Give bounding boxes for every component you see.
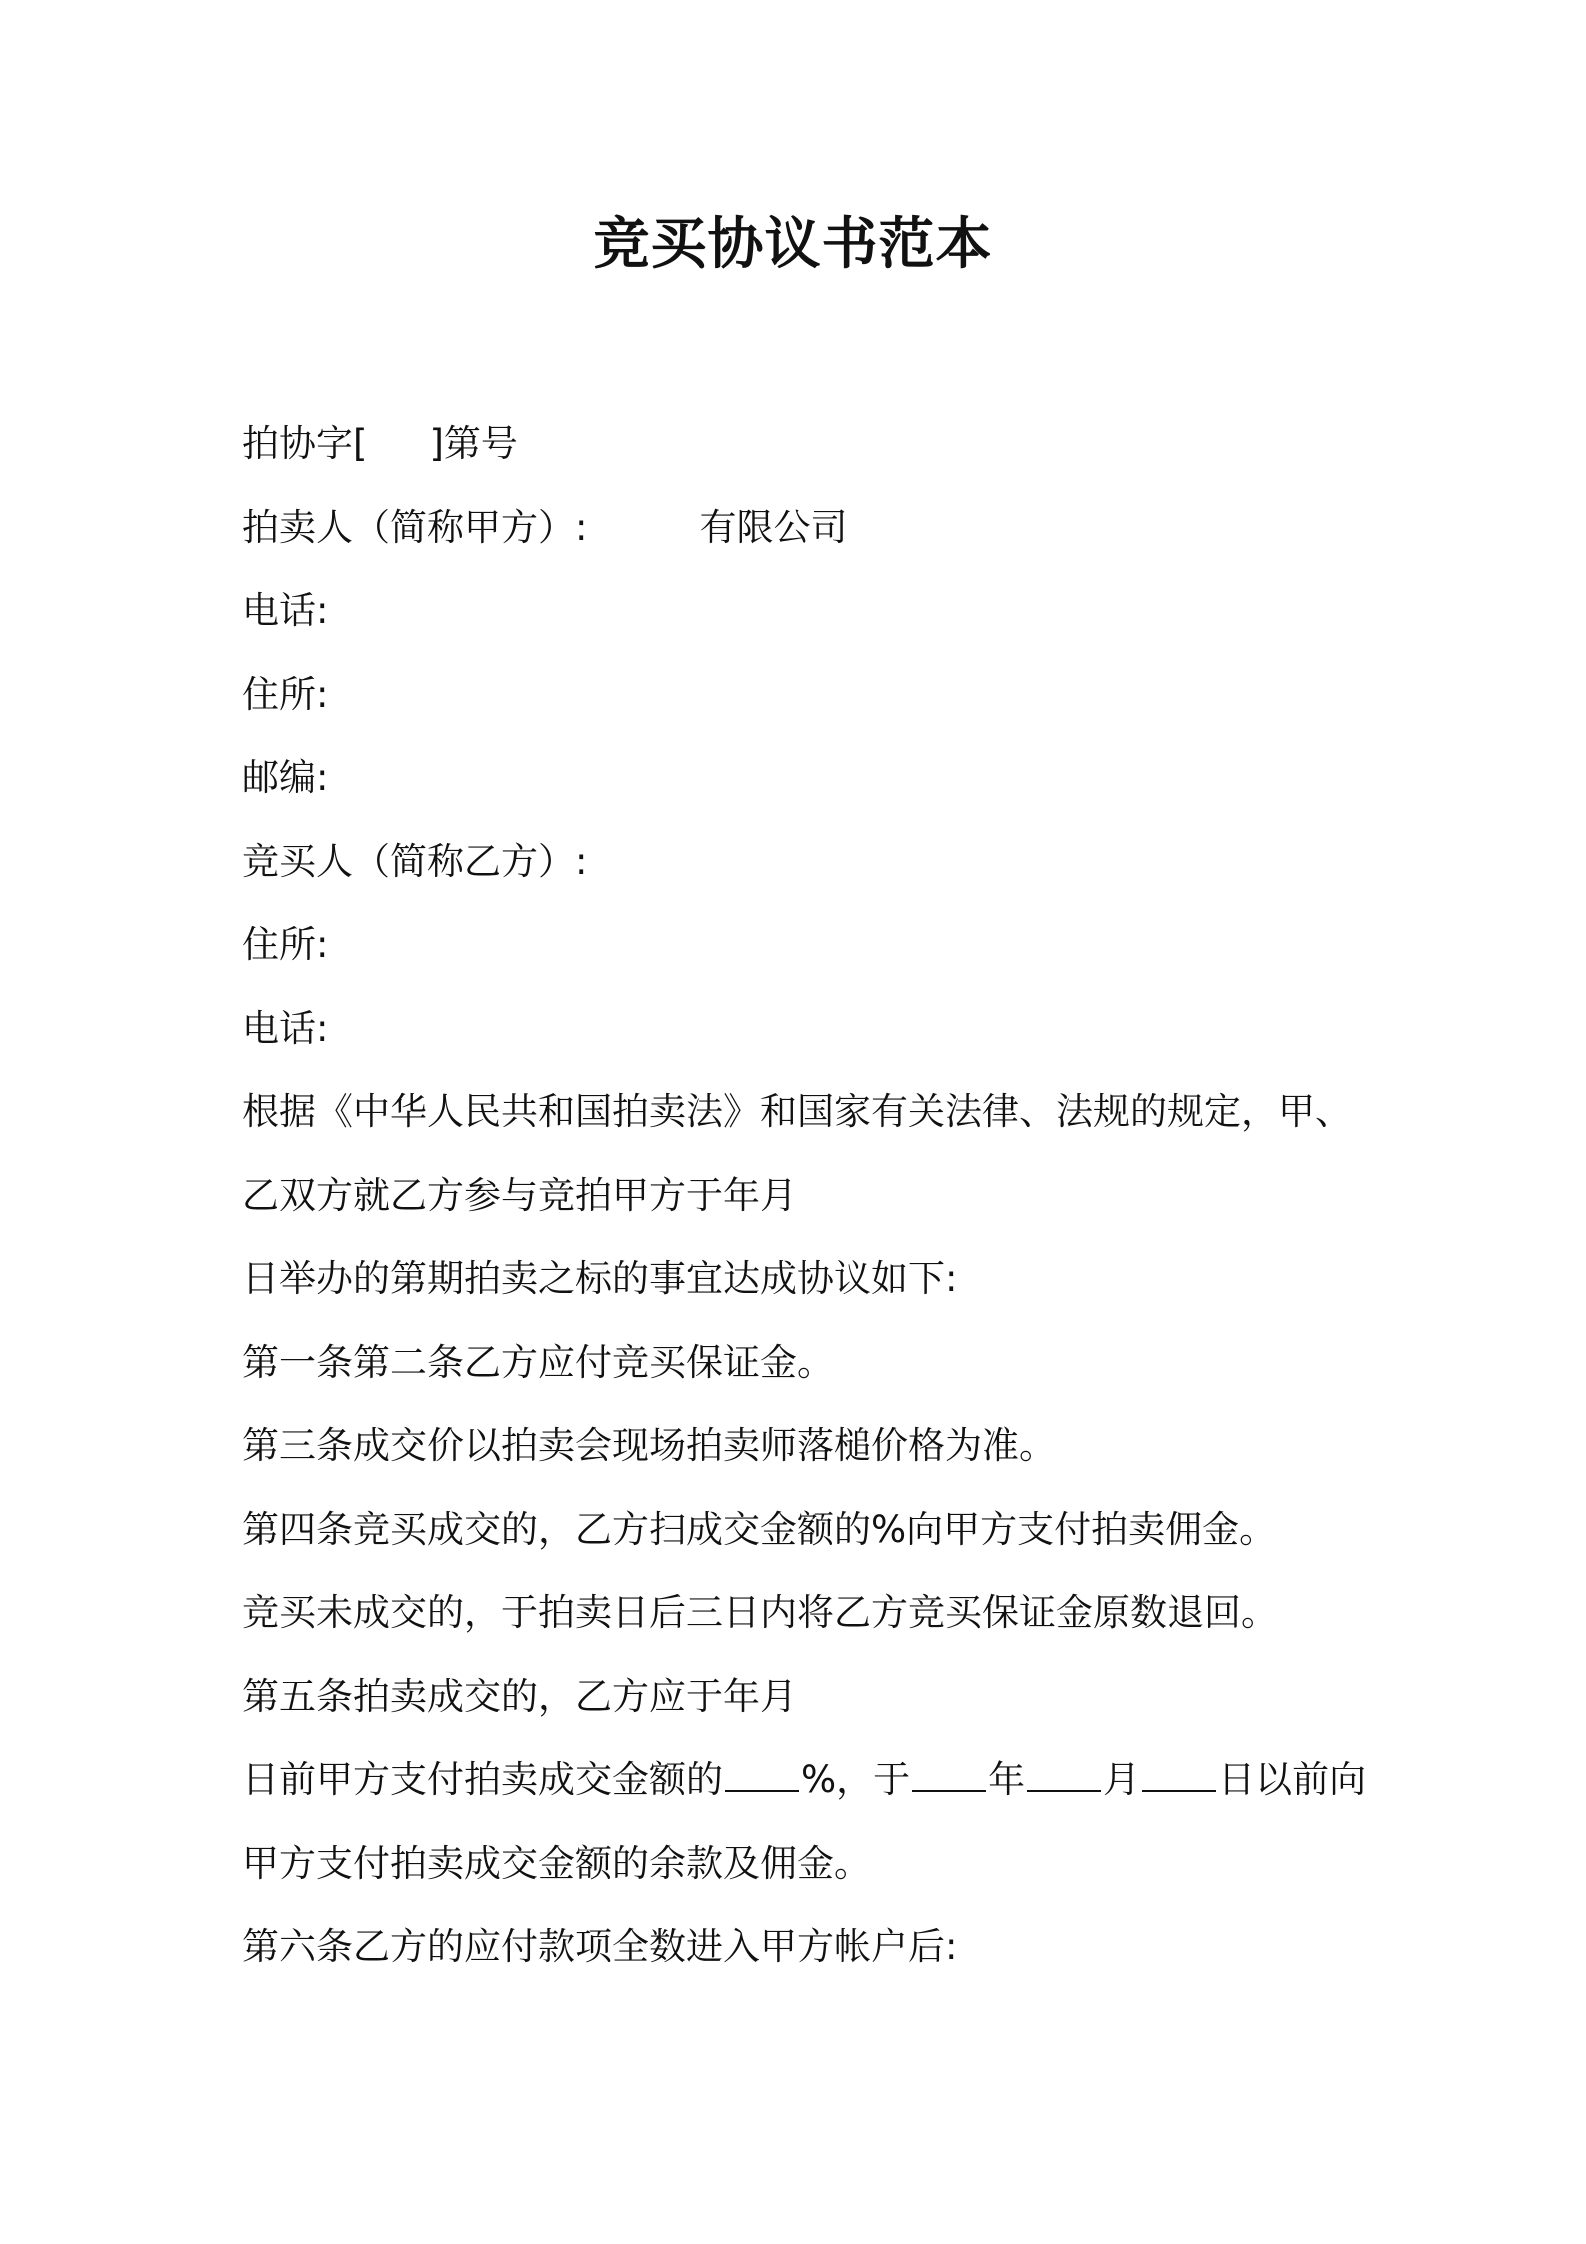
article-5-text-a: 日前甲方支付拍卖成交金额的 bbox=[242, 1758, 723, 1801]
seller-company: 有限公司 bbox=[699, 505, 848, 549]
article-5-continuation-line-2: 甲方支付拍卖成交金额的余款及佣金。 bbox=[242, 1841, 871, 1885]
article-5-text-d: 月 bbox=[1103, 1758, 1141, 1801]
seller-address-line: 住所: bbox=[242, 672, 329, 716]
document-body bbox=[242, 402, 1382, 1989]
article-1-2-line: 第一条第二条乙方应付竞买保证金。 bbox=[242, 1340, 834, 1384]
reference-number-line bbox=[242, 402, 1382, 486]
percent-blank bbox=[725, 1758, 799, 1792]
article-5-text-e: 日以前向 bbox=[1218, 1758, 1367, 1801]
basis-paragraph-line-3: 日举办的第期拍卖之标的事宜达成协议如下: bbox=[242, 1257, 958, 1300]
seller-postcode-line: 邮编: bbox=[242, 756, 329, 799]
month-blank bbox=[1027, 1758, 1101, 1792]
buyer-line: 竞买人（简称乙方）: bbox=[242, 839, 588, 883]
buyer-address-line: 住所: bbox=[242, 923, 329, 966]
buyer-phone-line: 电话: bbox=[242, 1006, 329, 1050]
seller-line bbox=[242, 486, 1382, 570]
article-5-continuation-line bbox=[242, 1738, 1382, 1822]
article-5-line: 第五条拍卖成交的，乙方应于年月 bbox=[242, 1674, 797, 1718]
article-5-text-c: 年 bbox=[988, 1758, 1026, 1801]
reference-prefix: 拍协字[ bbox=[242, 422, 368, 465]
article-5-text-b: %，于 bbox=[801, 1758, 911, 1801]
basis-paragraph-line-1: 根据《中华人民共和国拍卖法》和国家有关法律、法规的规定，甲、 bbox=[242, 1090, 1352, 1133]
article-6-line: 第六条乙方的应付款项全数进入甲方帐户后: bbox=[242, 1925, 958, 1968]
seller-label: 拍卖人（简称甲方）: bbox=[242, 505, 588, 549]
article-4-line: 第四条竞买成交的，乙方扫成交金额的%向甲方支付拍卖佣金。 bbox=[242, 1507, 1277, 1551]
seller-phone-line: 电话: bbox=[242, 589, 329, 632]
document-title: 竞买协议书范本 bbox=[593, 212, 993, 277]
year-blank bbox=[912, 1758, 986, 1792]
basis-paragraph-line-2: 乙双方就乙方参与竞拍甲方于年月 bbox=[242, 1173, 797, 1217]
article-4-continuation-line: 竞买未成交的，于拍卖日后三日内将乙方竞买保证金原数退回。 bbox=[242, 1591, 1278, 1634]
reference-suffix: ]第号 bbox=[429, 422, 518, 465]
article-3-line: 第三条成交价以拍卖会现场拍卖师落槌价格为准。 bbox=[242, 1424, 1056, 1467]
day-blank bbox=[1142, 1758, 1216, 1792]
